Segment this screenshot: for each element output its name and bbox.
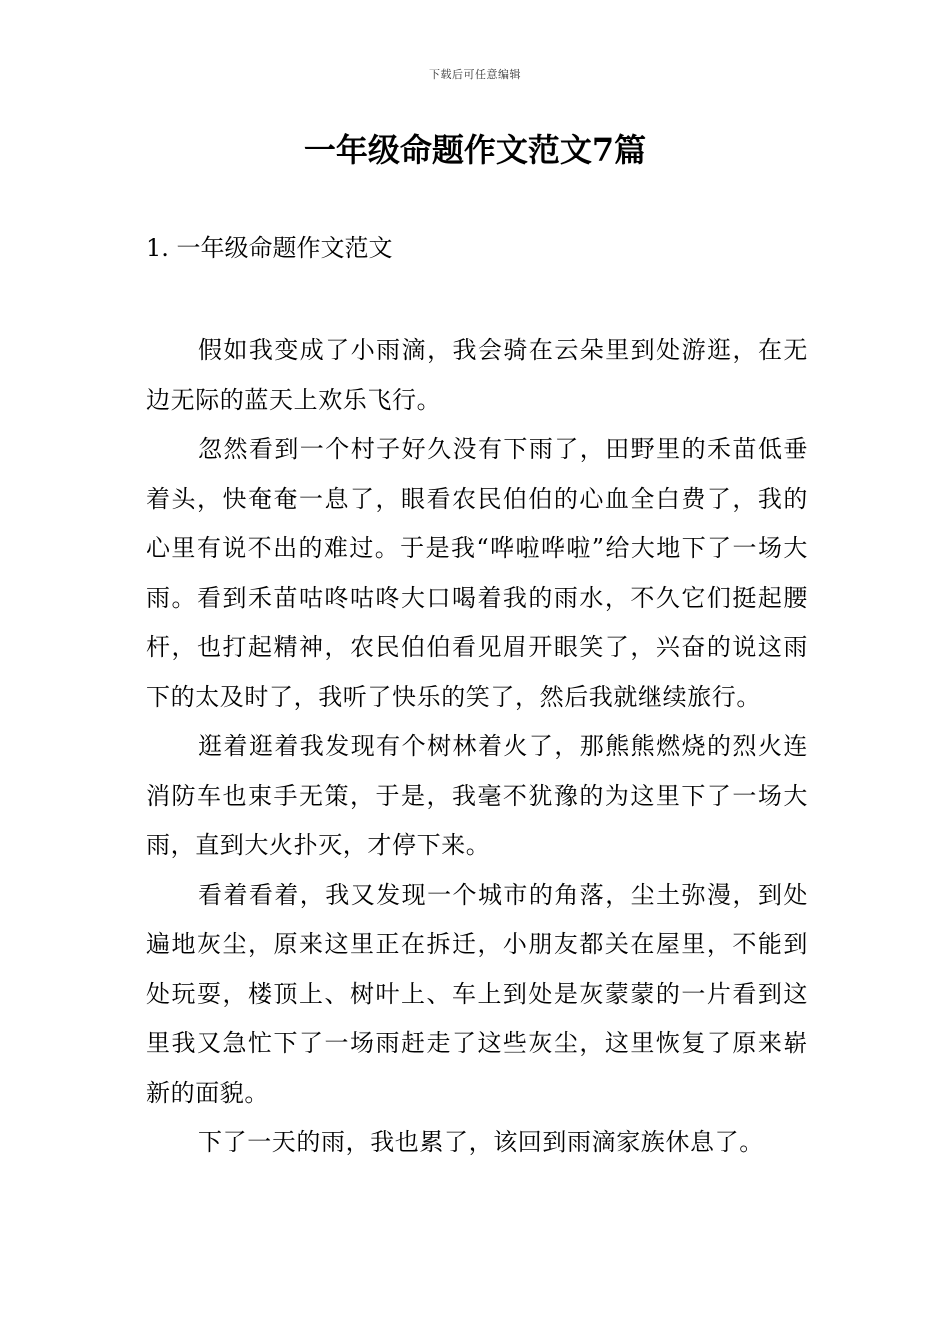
header-note: 下载后可任意编辑 xyxy=(429,68,521,81)
essay-body xyxy=(146,326,808,1168)
document-title: 一年级命题作文范文7篇 xyxy=(303,131,647,169)
paragraph-3: 逛着逛着我发现有个树林着火了，那熊熊燃烧的烈火连消防车也束手无策，于是，我毫不犹豫的为这里下了一场大雨，直到大火扑灭，才停下来。 xyxy=(146,732,808,859)
section-heading: 1. 一年级命题作文范文 xyxy=(146,234,393,262)
paragraph-2: 忽然看到一个村子好久没有下雨了，田野里的禾苗低垂着头，快奄奄一息了，眼看农民伯伯的心血全白费了，我的心里有说不出的难过。于是我“哗啦哗啦”给大地下了一场大雨。看到禾苗咕咚咕咚大口喝着我的雨水，不久它们挺起腰杆，也打起精神，农民伯伯看见眉开眼笑了，兴奋的说这雨下的太及时了，我听了快乐的笑了，然后我就继续旅行。 xyxy=(146,435,808,711)
paragraph-5: 下了一天的雨，我也累了，该回到雨滴家族休息了。 xyxy=(198,1128,764,1156)
paragraph-4: 看着看着，我又发现一个城市的角落，尘土弥漫，到处遍地灰尘，原来这里正在拆迁，小朋友都关在屋里，不能到处玩耍，楼顶上、树叶上、车上到处是灰蒙蒙的一片看到这里我又急忙下了一场雨赶走了这些灰尘，这里恢复了原来崭新的面貌。 xyxy=(146,880,808,1107)
paragraph-1: 假如我变成了小雨滴，我会骑在云朵里到处游逛，在无边无际的蓝天上欢乐飞行。 xyxy=(146,336,808,414)
